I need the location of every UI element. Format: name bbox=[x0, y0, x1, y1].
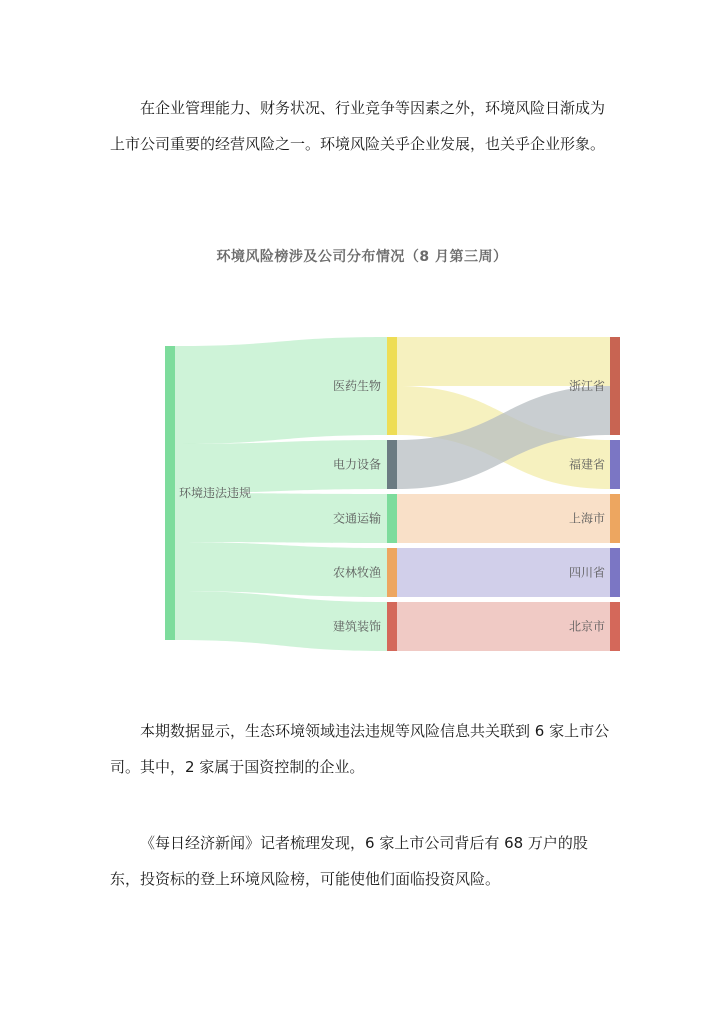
sankey-label-zhejiang: 浙江省 bbox=[568, 379, 605, 393]
sankey-node-construct bbox=[387, 602, 397, 651]
sankey-label-construct: 建筑装饰 bbox=[332, 619, 381, 634]
paragraph-shareholders: 《每日经济新闻》记者梳理发现，6 家上市公司背后有 68 万户的股东，投资标的登上环境风险榜，可能使他们面临投资风险。 bbox=[110, 834, 588, 888]
sankey-node-zhejiang bbox=[610, 337, 620, 435]
sankey-node-sichuan bbox=[610, 548, 620, 597]
sankey-label-shanghai: 上海市 bbox=[568, 511, 605, 526]
sankey-label-src: 环境违法违规 bbox=[179, 486, 252, 500]
sankey-label-transport: 交通运输 bbox=[332, 511, 381, 526]
sankey-label-beijing: 北京市 bbox=[568, 619, 605, 634]
paragraph-data-summary: 本期数据显示，生态环境领域违法违规等风险信息共关联到 6 家上市公司。其中，2 家属于国资控制的企业。 bbox=[110, 722, 610, 776]
sankey-node-power bbox=[387, 440, 397, 489]
sankey-chart bbox=[0, 320, 724, 660]
chart-title: 环境风险榜涉及公司分布情况（8 月第三周） bbox=[216, 249, 508, 265]
sankey-node-beijing bbox=[610, 602, 620, 651]
sankey-label-sichuan: 四川省 bbox=[568, 565, 605, 580]
sankey-label-power: 电力设备 bbox=[332, 457, 381, 472]
sankey-label-fujian: 福建省 bbox=[568, 457, 605, 472]
sankey-label-pharma: 医药生物 bbox=[332, 379, 381, 393]
sankey-node-src bbox=[165, 346, 175, 640]
sankey-node-pharma bbox=[387, 337, 397, 435]
sankey-node-fujian bbox=[610, 440, 620, 489]
sankey-label-agri: 农林牧渔 bbox=[332, 565, 381, 580]
sankey-node-transport bbox=[387, 494, 397, 543]
sankey-node-agri bbox=[387, 548, 397, 597]
paragraph-intro: 在企业管理能力、财务状况、行业竞争等因素之外，环境风险日渐成为上市公司重要的经营风险之一。环境风险关乎企业发展，也关乎企业形象。 bbox=[110, 99, 606, 153]
sankey-node-shanghai bbox=[610, 494, 620, 543]
